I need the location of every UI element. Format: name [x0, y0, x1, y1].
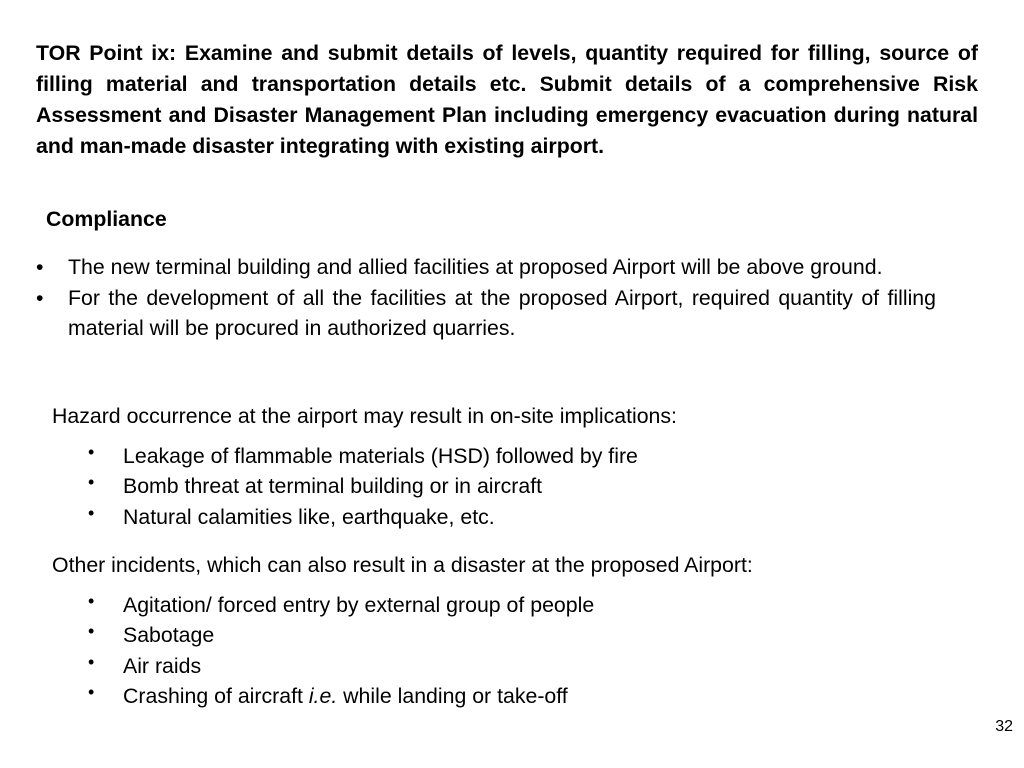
- hazard-item: • Natural calamities like, earthquake, etc.: [88, 502, 638, 532]
- other-incident-item: • Air raids: [88, 651, 594, 681]
- compliance-item: • For the development of all the facilities at the proposed Airport, required quantity of filling material will be procured in authorized quarries.: [36, 283, 936, 344]
- other-incidents-list: [88, 590, 594, 711]
- other-incident-item: [88, 681, 594, 711]
- hazard-item: • Leakage of flammable materials (HSD) followed by fire: [88, 441, 638, 471]
- page-number: 32: [995, 718, 1013, 735]
- tor-point-heading: TOR Point ix: Examine and submit details of levels, quantity required for filling, source of filling material and transportation details etc. Submit details of a comprehensive Risk Assessment and Disaster Management Plan including emergency evacuation during natural and man-made disaster integrating with existing airport.: [36, 41, 978, 158]
- item-text: Crashing of aircraft: [123, 683, 309, 708]
- other-incidents-intro: Other incidents, which can also result in a disaster at the proposed Airport:: [52, 553, 753, 577]
- hazard-item: • Bomb threat at terminal building or in aircraft: [88, 471, 638, 501]
- hazard-list: [88, 441, 638, 532]
- other-incident-item: • Sabotage: [88, 620, 594, 650]
- item-text-italic: i.e.: [308, 683, 338, 708]
- compliance-item: • The new terminal building and allied facilities at proposed Airport will be above ground.: [36, 252, 936, 283]
- item-text: while landing or take-off: [337, 683, 568, 708]
- compliance-list: [36, 252, 936, 344]
- other-incident-item: • Agitation/ forced entry by external group of people: [88, 590, 594, 620]
- hazard-intro: Hazard occurrence at the airport may result in on-site implications:: [52, 404, 677, 428]
- compliance-heading: Compliance: [46, 207, 167, 231]
